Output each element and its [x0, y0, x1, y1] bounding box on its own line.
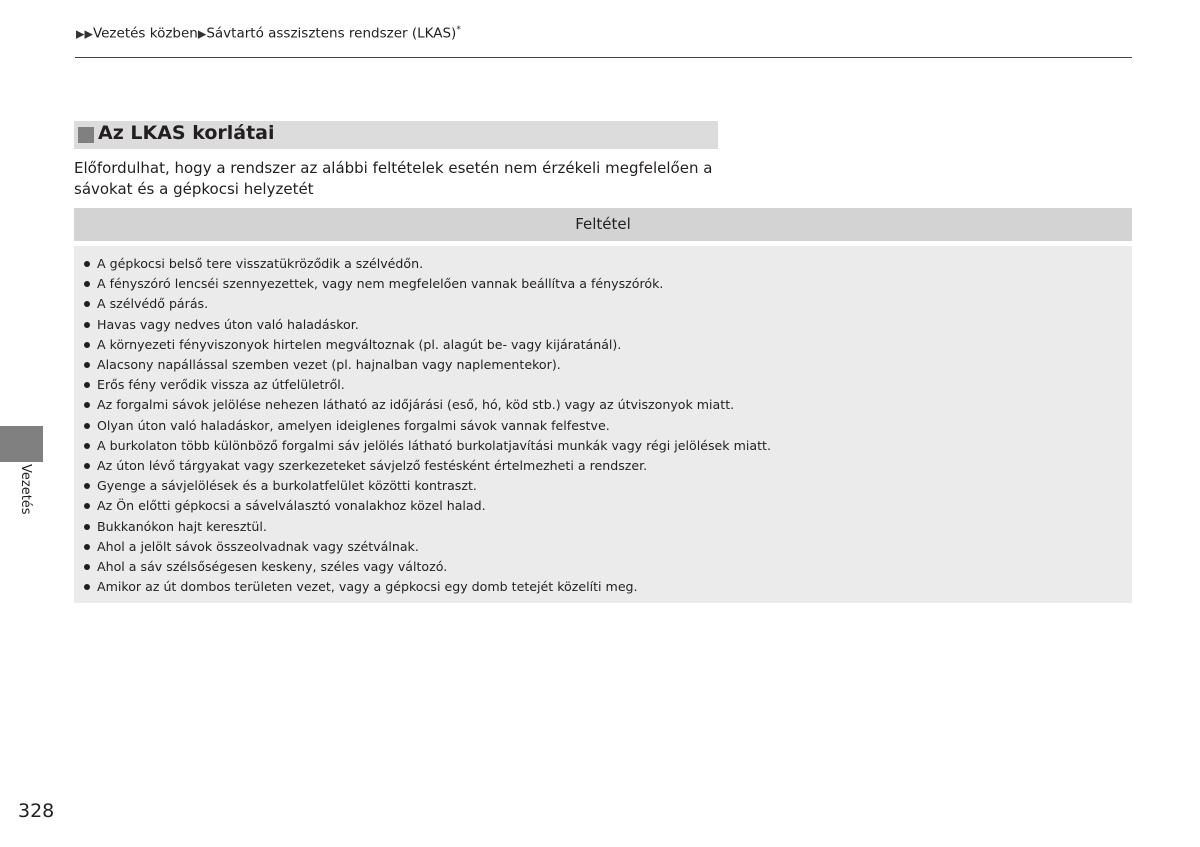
- breadcrumb-asterisk: *: [456, 25, 461, 35]
- list-item-text: Bukkanókon hajt keresztül.: [97, 518, 267, 534]
- list-item-text: Havas vagy nedves úton való haladáskor.: [97, 316, 359, 332]
- section-heading: [74, 121, 718, 149]
- bullet-icon: [84, 281, 90, 287]
- bullet-icon: [84, 524, 90, 530]
- list-item-text: Ahol a jelölt sávok összeolvadnak vagy szétválnak.: [97, 538, 419, 554]
- table-header: Feltétel: [74, 208, 1132, 241]
- bullet-icon: [84, 423, 90, 429]
- list-item: [83, 496, 1132, 516]
- breadcrumb: [76, 25, 461, 42]
- bullet-icon: [84, 261, 90, 267]
- bullet-icon: [84, 322, 90, 328]
- list-item-text: Az Ön előtti gépkocsi a sávelválasztó vonalakhoz közel halad.: [97, 498, 486, 514]
- list-item: [83, 335, 1132, 355]
- bullet-icon: [84, 301, 90, 307]
- bullet-icon: [84, 503, 90, 509]
- breadcrumb-item-driving: Vezetés közben: [92, 25, 198, 42]
- breadcrumb-arrow-icon: ▶: [197, 27, 207, 41]
- bullet-icon: [84, 564, 90, 570]
- list-item-text: Az úton lévő tárgyakat vagy szerkezeteket sávjelző festésként értelmezheti a rendszer.: [97, 458, 648, 474]
- conditions-table-body: [74, 246, 1132, 603]
- header-divider: [75, 57, 1132, 58]
- list-item: [83, 476, 1132, 496]
- breadcrumb-arrow-icon: ▶: [84, 27, 93, 41]
- list-item-text: A gépkocsi belső tere visszatükröződik a szélvédőn.: [97, 256, 424, 271]
- bullet-icon: [84, 342, 90, 348]
- list-item: [83, 315, 1132, 335]
- list-item-text: A szélvédő párás.: [97, 296, 209, 312]
- bullet-icon: [84, 402, 90, 408]
- list-item-text: Az forgalmi sávok jelölése nehezen látható az időjárási (eső, hó, köd stb.) vagy az útviszonyok miatt.: [97, 397, 735, 413]
- list-item: [83, 577, 1132, 597]
- bullet-icon: [84, 463, 90, 469]
- side-chapter-tab: [0, 426, 43, 462]
- list-item-text: Alacsony napállással szemben vezet (pl. hajnalban vagy naplementekor).: [97, 357, 561, 373]
- conditions-list: [74, 246, 1132, 597]
- list-item-text: A környezeti fényviszonyok hirtelen megváltoznak (pl. alagút be- vagy kijáratánál).: [97, 336, 622, 352]
- breadcrumb-item-lkas: Sávtartó asszisztens rendszer (LKAS): [206, 25, 457, 42]
- list-item-text: A burkolaton több különböző forgalmi sáv jelölés látható burkolatjavítási munkák vagy régi jelölések miatt.: [97, 437, 771, 453]
- list-item: [83, 375, 1132, 395]
- list-item-text: Olyan úton való haladáskor, amelyen ideiglenes forgalmi sávok vannak felfestve.: [97, 417, 610, 433]
- bullet-icon: [84, 382, 90, 388]
- intro-paragraph: Előfordulhat, hogy a rendszer az alábbi feltételek esetén nem érzékeli megfelelően a sávokat és a gépkocsi helyzetét: [74, 159, 713, 198]
- list-item-text: Amikor az út dombos területen vezet, vagy a gépkocsi egy domb tetejét közelíti meg.: [97, 579, 638, 595]
- list-item: [83, 517, 1132, 537]
- list-item: [83, 274, 1132, 294]
- list-item-text: A fényszóró lencséi szennyezettek, vagy nem megfelelően vannak beállítva a fényszórók.: [97, 276, 664, 292]
- list-item: [83, 557, 1132, 577]
- bullet-icon: [84, 483, 90, 489]
- breadcrumb-arrow-icon: ▶: [76, 27, 85, 41]
- side-chapter-label: Vezetés: [18, 464, 33, 515]
- list-item: [83, 254, 1132, 274]
- section-square-icon: [78, 127, 94, 143]
- bullet-icon: [84, 544, 90, 550]
- section-title: Az LKAS korlátai: [98, 122, 275, 144]
- page-number: 328: [18, 800, 55, 822]
- bullet-icon: [84, 443, 90, 449]
- list-item: [83, 294, 1132, 314]
- list-item: [83, 416, 1132, 436]
- list-item: [83, 537, 1132, 557]
- bullet-icon: [84, 362, 90, 368]
- list-item-text: Gyenge a sávjelölések és a burkolatfelület közötti kontraszt.: [97, 478, 477, 494]
- bullet-icon: [84, 584, 90, 590]
- list-item-text: Ahol a sáv szélsőségesen keskeny, széles vagy változó.: [97, 559, 448, 575]
- list-item-text: Erős fény verődik vissza az útfelületről.: [97, 377, 345, 393]
- list-item: [83, 456, 1132, 476]
- list-item: [83, 355, 1132, 375]
- list-item: [83, 436, 1132, 456]
- list-item: [83, 395, 1132, 415]
